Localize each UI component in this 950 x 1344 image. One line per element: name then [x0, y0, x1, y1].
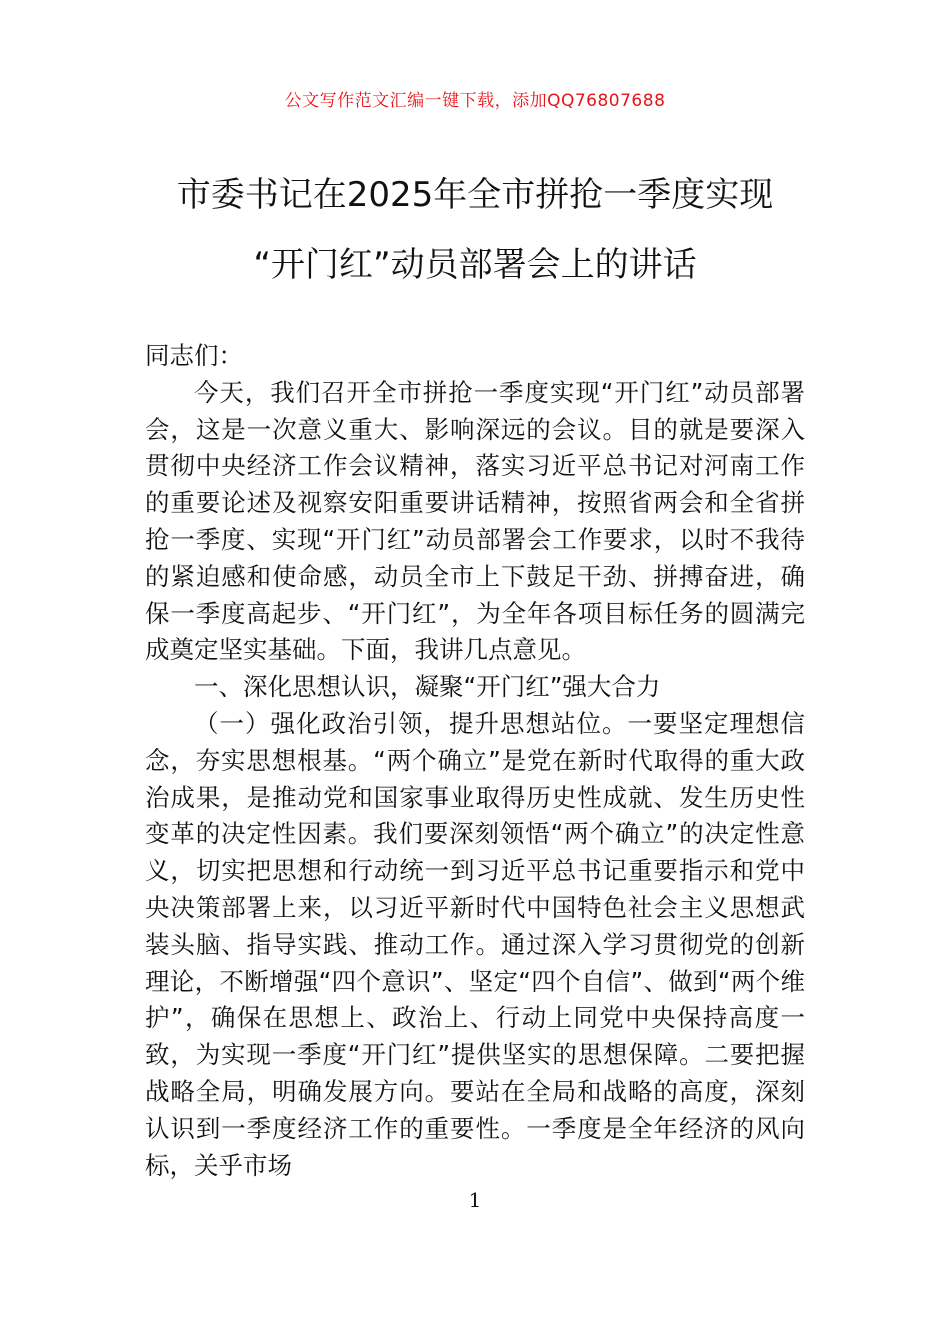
intro-paragraph: 今天，我们召开全市拼抢一季度实现“开门红”动员部署会，这是一次意义重大、影响深远的会议。目的就是要深入贯彻中央经济工作会议精神，落实习近平总书记对河南工作的重要论述及视察安阳重要讲话精神，按照省两会和全省拼抢一季度、实现“开门红”动员部署会工作要求，以时不我待的紧迫感和使命感，动员全市上下鼓足干劲、拼搏奋进，确保一季度高起步、“开门红”，为全年各项目标任务的圆满完成奠定坚实基础。下面，我讲几点意见。	[145, 377, 805, 665]
section-paragraph: （一）强化政治引领，提升思想站位。一要坚定理想信念，夯实思想根基。“两个确立”是党在新时代取得的重大政治成果，是推动党和国家事业取得历史性成就、发生历史性变革的决定性因素。我们要深刻领悟“两个确立”的决定性意义，切实把思想和行动统一到习近平总书记重要指示和党中央决策部署上来，以习近平新时代中国特色社会主义思想武装头脑、指导实践、推动工作。通过深入学习贯彻党的创新理论，不断增强“四个意识”、坚定“四个自信”、做到“两个维护”，确保在思想上、政治上、行动上同党中央保持高度一致，为实现一季度“开门红”提供坚实的思想保障。二要把握战略全局，明确发展方向。要站在全局和战略的高度，深刻认识到一季度经济工作的重要性。一季度是全年经济的风向标，关乎市场	[145, 708, 805, 1180]
promo-banner: 公文写作范文汇编一键下载，添加QQ76807688	[284, 91, 666, 111]
document-title-line-2: “开门红”动员部署会上的讲话	[253, 245, 697, 285]
document-body	[145, 338, 805, 1184]
page-number: 1	[468, 1188, 482, 1212]
salutation: 同志们：	[145, 341, 243, 370]
section-heading: 一、深化思想认识，凝聚“开门红”强大合力	[194, 672, 661, 702]
document-title-line-1: 市委书记在2025年全市拼抢一季度实现	[176, 175, 774, 215]
